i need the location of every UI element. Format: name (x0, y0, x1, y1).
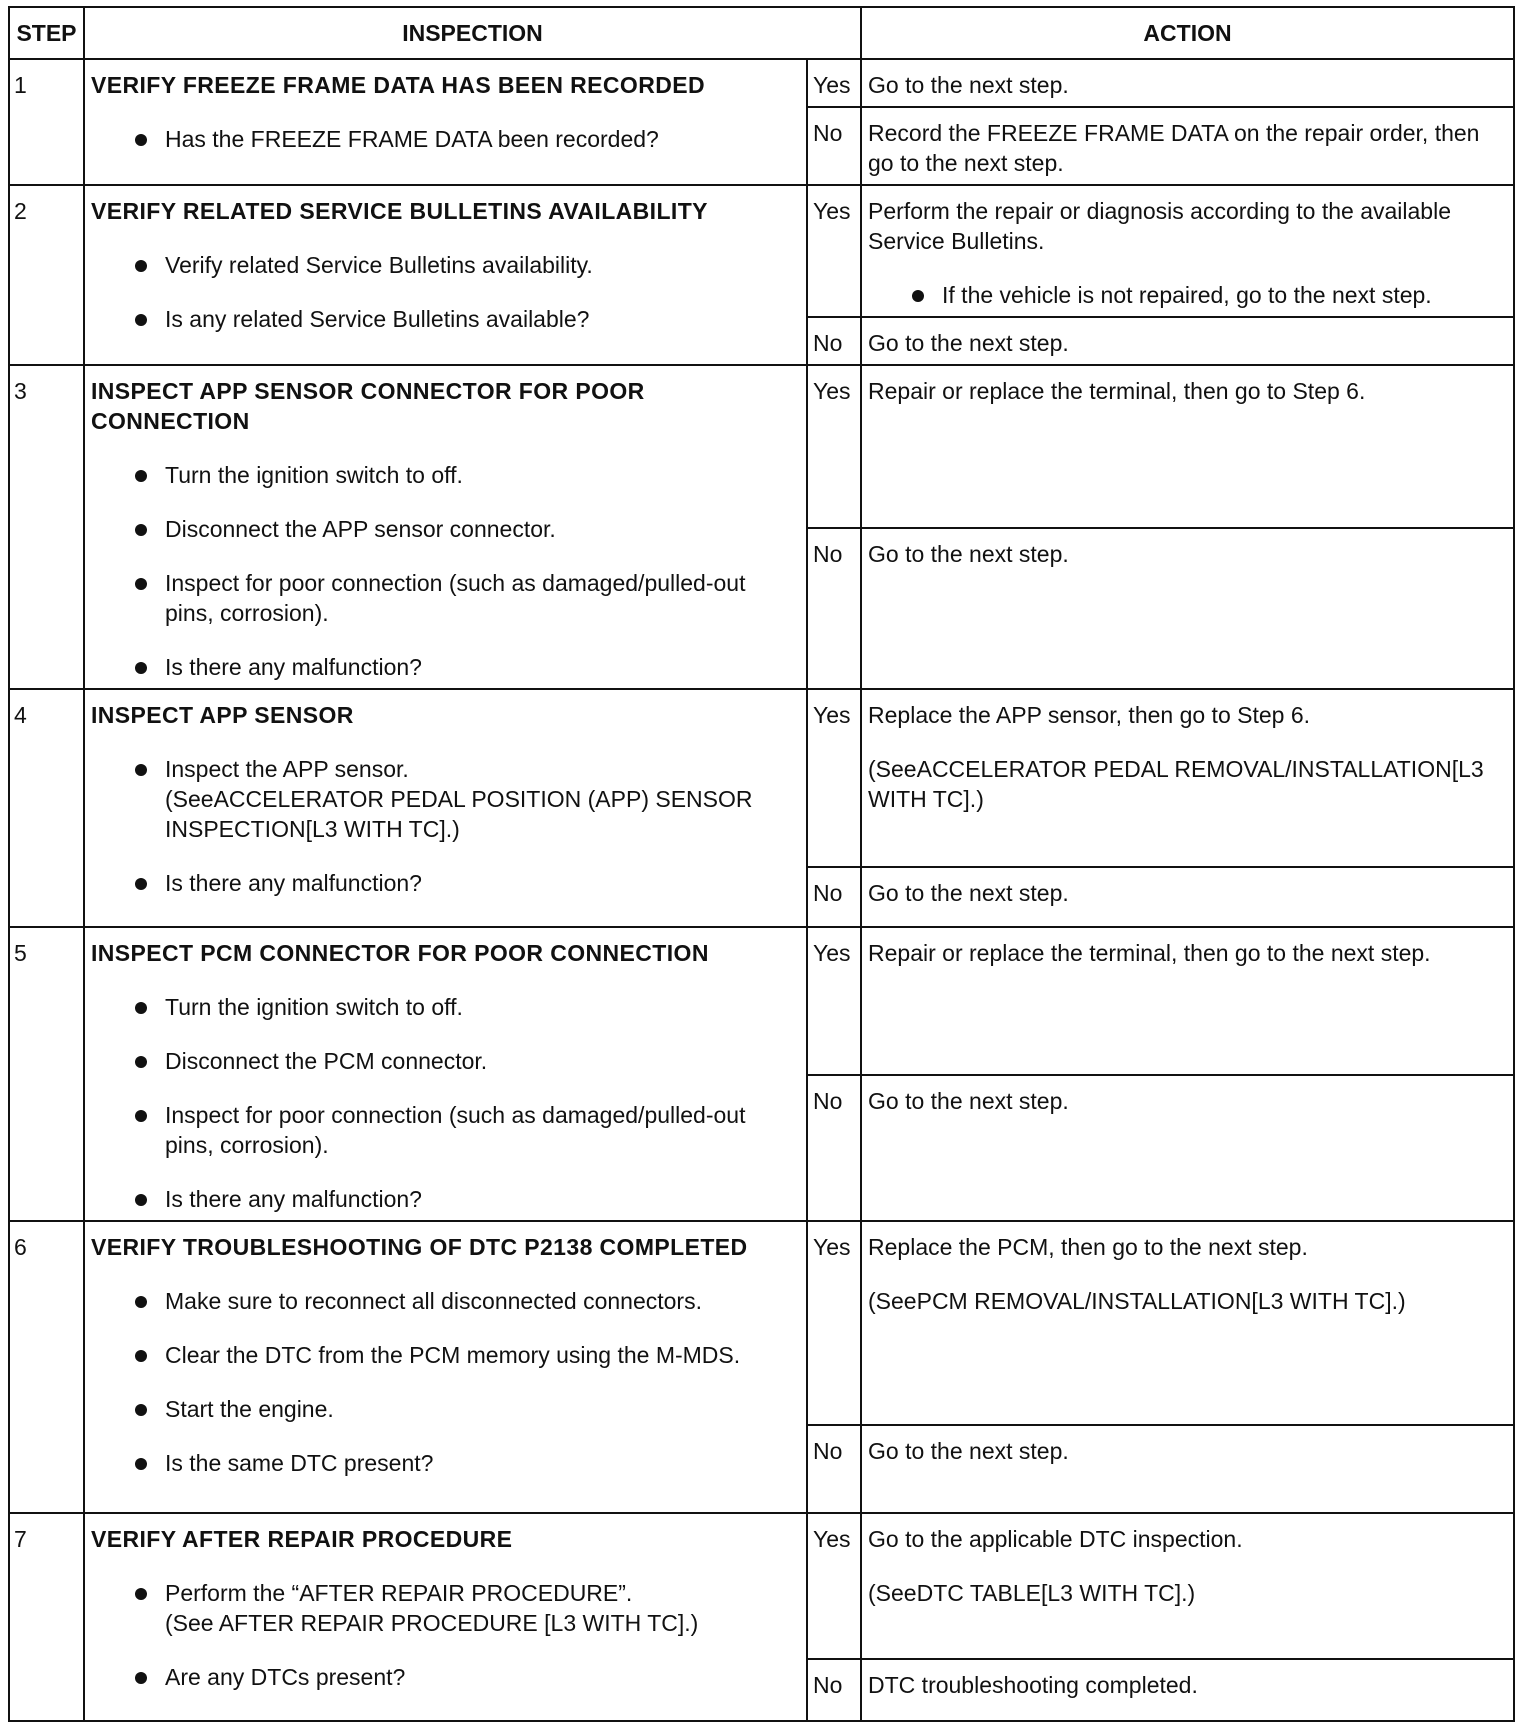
no-label: No (807, 867, 861, 927)
inspection-cell (84, 365, 807, 689)
action-text: Replace the APP sensor, then go to Step 6. (868, 702, 1311, 728)
header-step: STEP (9, 7, 84, 59)
yes-action (861, 1513, 1514, 1659)
action-text: Repair or replace the terminal, then go to Step 6. (868, 378, 1366, 404)
troubleshooting-table (8, 6, 1515, 1722)
bullet-item: Inspect the APP sensor. (91, 754, 800, 784)
bullet-item: Turn the ignition switch to off. (91, 460, 800, 490)
no-action (861, 1075, 1514, 1222)
bullet-item: Is any related Service Bulletins available? (91, 304, 800, 334)
step-number: 4 (9, 689, 84, 927)
no-label: No (807, 107, 861, 185)
inspection-cell (84, 185, 807, 365)
yes-label: Yes (807, 59, 861, 107)
inspection-cell (84, 689, 807, 927)
action-text: Go to the next step. (868, 540, 1069, 567)
inspection-cell (84, 927, 807, 1221)
bullet-item: Perform the “AFTER REPAIR PROCEDURE”. (91, 1578, 800, 1608)
yes-label: Yes (807, 1513, 861, 1659)
action-reference: (SeeDTC TABLE[L3 WITH TC].) (868, 1580, 1196, 1606)
step-6-yes-row (9, 1221, 1514, 1425)
step-title: INSPECT APP SENSOR (91, 702, 354, 728)
reference-text: (SeeACCELERATOR PEDAL POSITION (APP) SENSOR INSPECTION[L3 WITH TC].) (165, 786, 753, 842)
yes-action (861, 59, 1514, 107)
bullet-list (91, 1286, 800, 1478)
step-number: 2 (9, 185, 84, 365)
inspection-cell (84, 1513, 807, 1721)
step-1-yes-row (9, 59, 1514, 107)
step-title: INSPECT APP SENSOR CONNECTOR FOR POOR CONNECTION (91, 378, 645, 434)
no-action (861, 528, 1514, 690)
action-text: Repair or replace the terminal, then go to the next step. (868, 940, 1431, 966)
no-action (861, 1659, 1514, 1721)
bullet-item: Clear the DTC from the PCM memory using the M-MDS. (91, 1340, 800, 1370)
step-3-yes-row (9, 365, 1514, 528)
bullet-item: Is the same DTC present? (91, 1448, 800, 1478)
bullet-list (91, 992, 800, 1214)
action-text: Go to the next step. (868, 880, 1069, 906)
bullet-list (91, 754, 800, 784)
bullet-item: Are any DTCs present? (91, 1662, 800, 1692)
bullet-list (91, 250, 800, 334)
bullet-item: Make sure to reconnect all disconnected connectors. (91, 1286, 800, 1316)
bullet-item: Inspect for poor connection (such as damaged/pulled-out pins, corrosion). (91, 568, 800, 628)
no-label: No (807, 528, 861, 690)
step-title: VERIFY FREEZE FRAME DATA HAS BEEN RECORDED (91, 72, 705, 98)
bullet-item: Disconnect the APP sensor connector. (91, 514, 800, 544)
bullet-item: Turn the ignition switch to off. (91, 992, 800, 1022)
yes-label: Yes (807, 927, 861, 1075)
no-action (861, 1425, 1514, 1513)
header-action: ACTION (861, 7, 1514, 59)
action-text: Perform the repair or diagnosis according to the available Service Bulletins. (868, 198, 1452, 254)
step-7-yes-row (9, 1513, 1514, 1659)
action-text: Go to the applicable DTC inspection. (868, 1526, 1243, 1552)
step-title: INSPECT PCM CONNECTOR FOR POOR CONNECTION (91, 940, 709, 966)
reference-text: (See AFTER REPAIR PROCEDURE [L3 WITH TC].) (165, 1610, 699, 1636)
bullet-list (91, 1662, 800, 1692)
bullet-item: Is there any malfunction? (91, 868, 800, 898)
bullet-item: Has the FREEZE FRAME DATA been recorded? (91, 124, 800, 154)
action-text: Replace the PCM, then go to the next step. (868, 1234, 1308, 1260)
step-number: 3 (9, 365, 84, 689)
bullet-item: Start the engine. (91, 1394, 800, 1424)
action-text: Go to the next step. (868, 330, 1069, 356)
yes-label: Yes (807, 1221, 861, 1425)
yes-action (861, 365, 1514, 528)
bullet-item: Is there any malfunction? (91, 1184, 800, 1214)
action-text: Go to the next step. (868, 72, 1069, 98)
no-label: No (807, 1659, 861, 1721)
yes-label: Yes (807, 365, 861, 528)
step-title: VERIFY RELATED SERVICE BULLETINS AVAILABILITY (91, 198, 708, 224)
action-text: Go to the next step. (868, 1438, 1069, 1464)
yes-action (861, 185, 1514, 317)
no-label: No (807, 317, 861, 365)
header-row (9, 7, 1514, 59)
no-label: No (807, 1425, 861, 1513)
no-label: No (807, 1075, 861, 1222)
step-number: 7 (9, 1513, 84, 1721)
no-action (861, 107, 1514, 185)
yes-action (861, 689, 1514, 867)
bullet-item: Inspect for poor connection (such as damaged/pulled-out pins, corrosion). (91, 1100, 800, 1160)
inspection-cell (84, 1221, 807, 1513)
step-number: 1 (9, 59, 84, 185)
step-4-yes-row (9, 689, 1514, 867)
inspection-cell (84, 59, 807, 185)
bullet-list (91, 1578, 800, 1608)
yes-label: Yes (807, 689, 861, 867)
bullet-item: Is there any malfunction? (91, 652, 800, 682)
bullet-list (91, 868, 800, 898)
action-text: DTC troubleshooting completed. (868, 1672, 1198, 1698)
step-number: 5 (9, 927, 84, 1221)
bullet-item: Verify related Service Bulletins availability. (91, 250, 800, 280)
action-text: Go to the next step. (868, 1087, 1069, 1114)
yes-action (861, 927, 1514, 1075)
yes-label: Yes (807, 185, 861, 317)
action-reference: (SeeACCELERATOR PEDAL REMOVAL/INSTALLATION[L3 WITH TC].) (868, 756, 1484, 812)
step-number: 6 (9, 1221, 84, 1513)
no-action (861, 867, 1514, 927)
bullet-list (91, 460, 800, 682)
header-inspection: INSPECTION (84, 7, 861, 59)
step-title: VERIFY TROUBLESHOOTING OF DTC P2138 COMPLETED (91, 1234, 748, 1260)
action-reference: (SeePCM REMOVAL/INSTALLATION[L3 WITH TC].) (868, 1288, 1406, 1314)
no-action (861, 317, 1514, 365)
action-text: Record the FREEZE FRAME DATA on the repair order, then go to the next step. (868, 120, 1480, 176)
step-5-yes-row (9, 927, 1514, 1075)
bullet-list (91, 124, 800, 154)
action-sub-bullet: If the vehicle is not repaired, go to the next step. (868, 280, 1507, 310)
step-title: VERIFY AFTER REPAIR PROCEDURE (91, 1526, 513, 1552)
bullet-item: Disconnect the PCM connector. (91, 1046, 800, 1076)
step-2-yes-row (9, 185, 1514, 317)
troubleshooting-sheet (8, 6, 1513, 1698)
yes-action (861, 1221, 1514, 1425)
